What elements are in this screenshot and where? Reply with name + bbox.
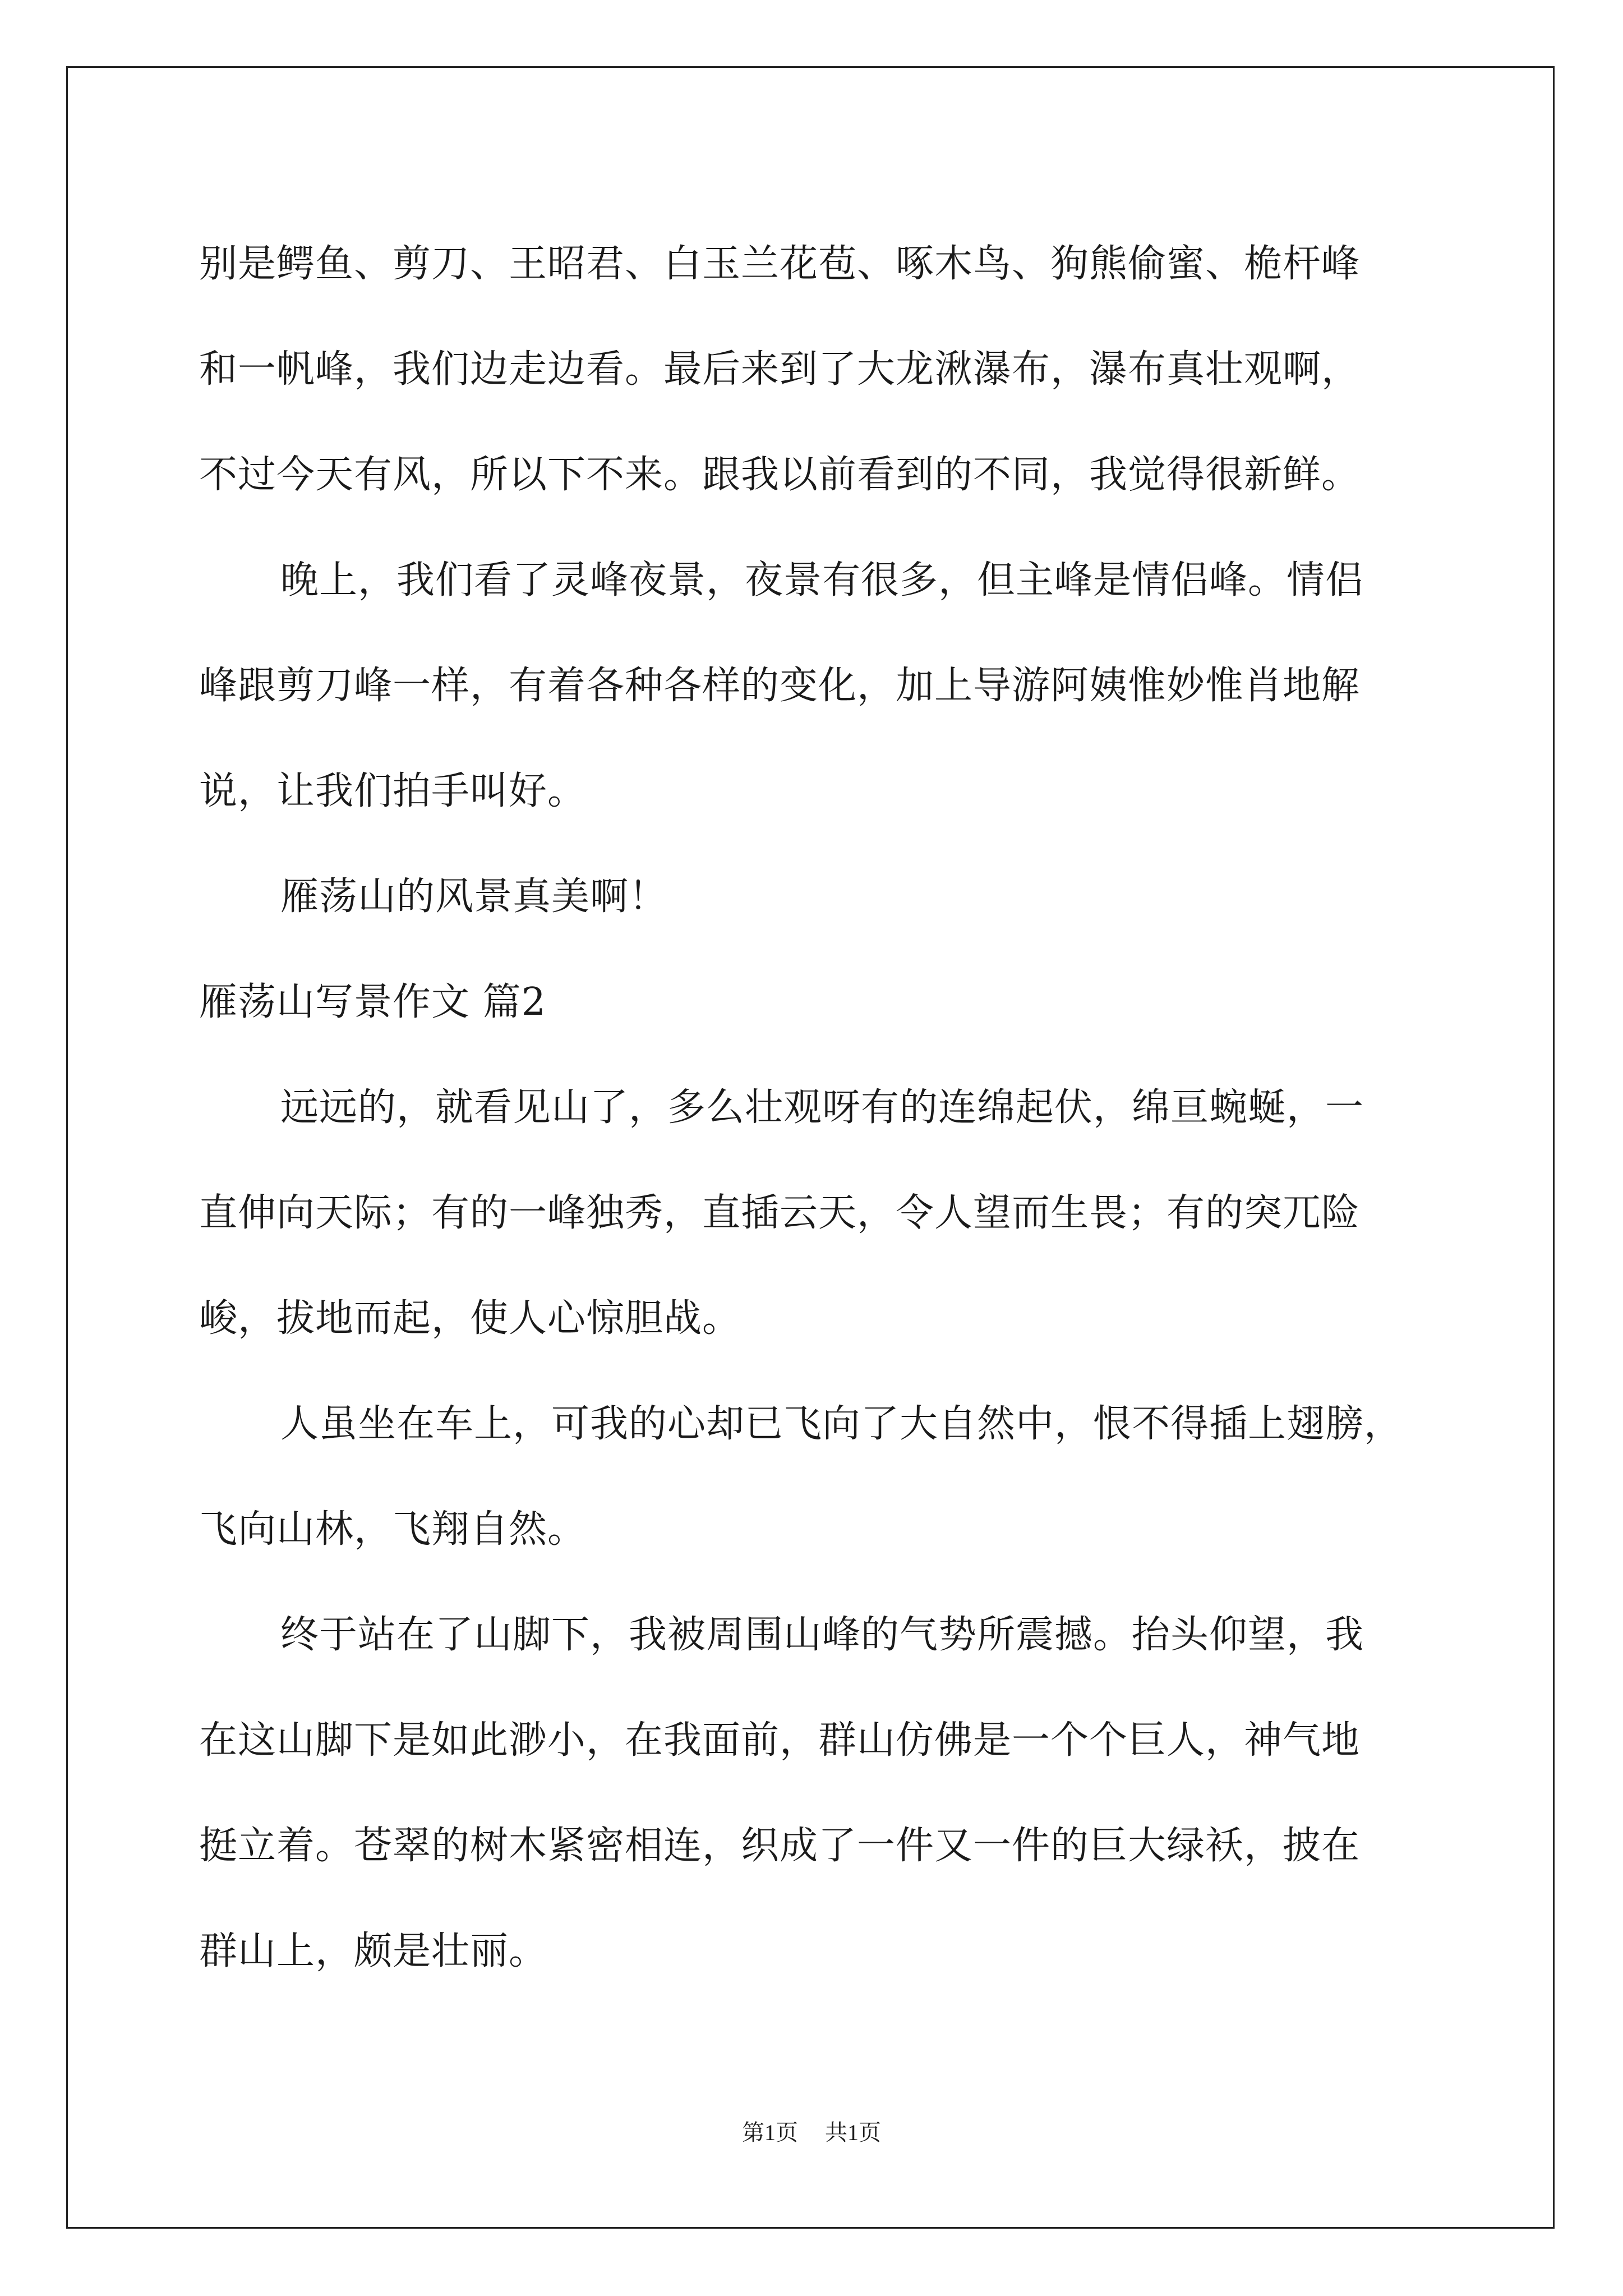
text-line: 和一帆峰，我们边走边看。最后来到了大龙湫瀑布，瀑布真壮观啊， xyxy=(199,347,1361,392)
text-line: 飞向山林，飞翔自然。 xyxy=(199,1507,587,1552)
text-line: 峰跟剪刀峰一样，有着各种各样的变化，加上导游阿姨惟妙惟肖地解 xyxy=(199,664,1361,708)
page-total: 共1页 xyxy=(825,2120,881,2145)
text-line: 远远的，就看见山了，多么壮观呀有的连绵起伏，绵亘蜿蜒，一 xyxy=(280,1085,1364,1130)
section-heading: 雁荡山写景作文 篇2 xyxy=(199,980,546,1024)
text-line: 不过今天有风，所以下不来。跟我以前看到的不同，我觉得很新鲜。 xyxy=(199,453,1361,497)
page-number: 第1页 xyxy=(742,2120,798,2145)
text-line: 说，让我们拍手叫好。 xyxy=(199,769,587,813)
text-line: 终于站在了山脚下，我被周围山峰的气势所震撼。抬头仰望，我 xyxy=(280,1613,1364,1657)
text-line: 直伸向天际；有的一峰独秀，直插云天，令人望而生畏；有的突兀险 xyxy=(199,1191,1361,1235)
text-line: 峻，拔地而起，使人心惊胆战。 xyxy=(199,1296,741,1341)
text-line: 别是鳄鱼、剪刀、王昭君、白玉兰花苞、啄木鸟、狗熊偷蜜、桅杆峰 xyxy=(199,242,1361,286)
text-line: 在这山脚下是如此渺小，在我面前，群山仿佛是一个个巨人，神气地 xyxy=(199,1718,1361,1763)
text-line: 群山上，颇是壮丽。 xyxy=(199,1929,548,1973)
text-line: 挺立着。苍翠的树木紧密相连，织成了一件又一件的巨大绿袄，披在 xyxy=(199,1824,1361,1868)
page-footer xyxy=(0,2116,1623,2150)
text-line: 晚上，我们看了灵峰夜景，夜景有很多，但主峰是情侣峰。情侣 xyxy=(280,558,1364,602)
text-line: 人虽坐在车上，可我的心却已飞向了大自然中，恨不得插上翅膀， xyxy=(280,1402,1403,1446)
document-body xyxy=(199,211,1433,2004)
text-line: 雁荡山的风景真美啊！ xyxy=(280,875,668,919)
